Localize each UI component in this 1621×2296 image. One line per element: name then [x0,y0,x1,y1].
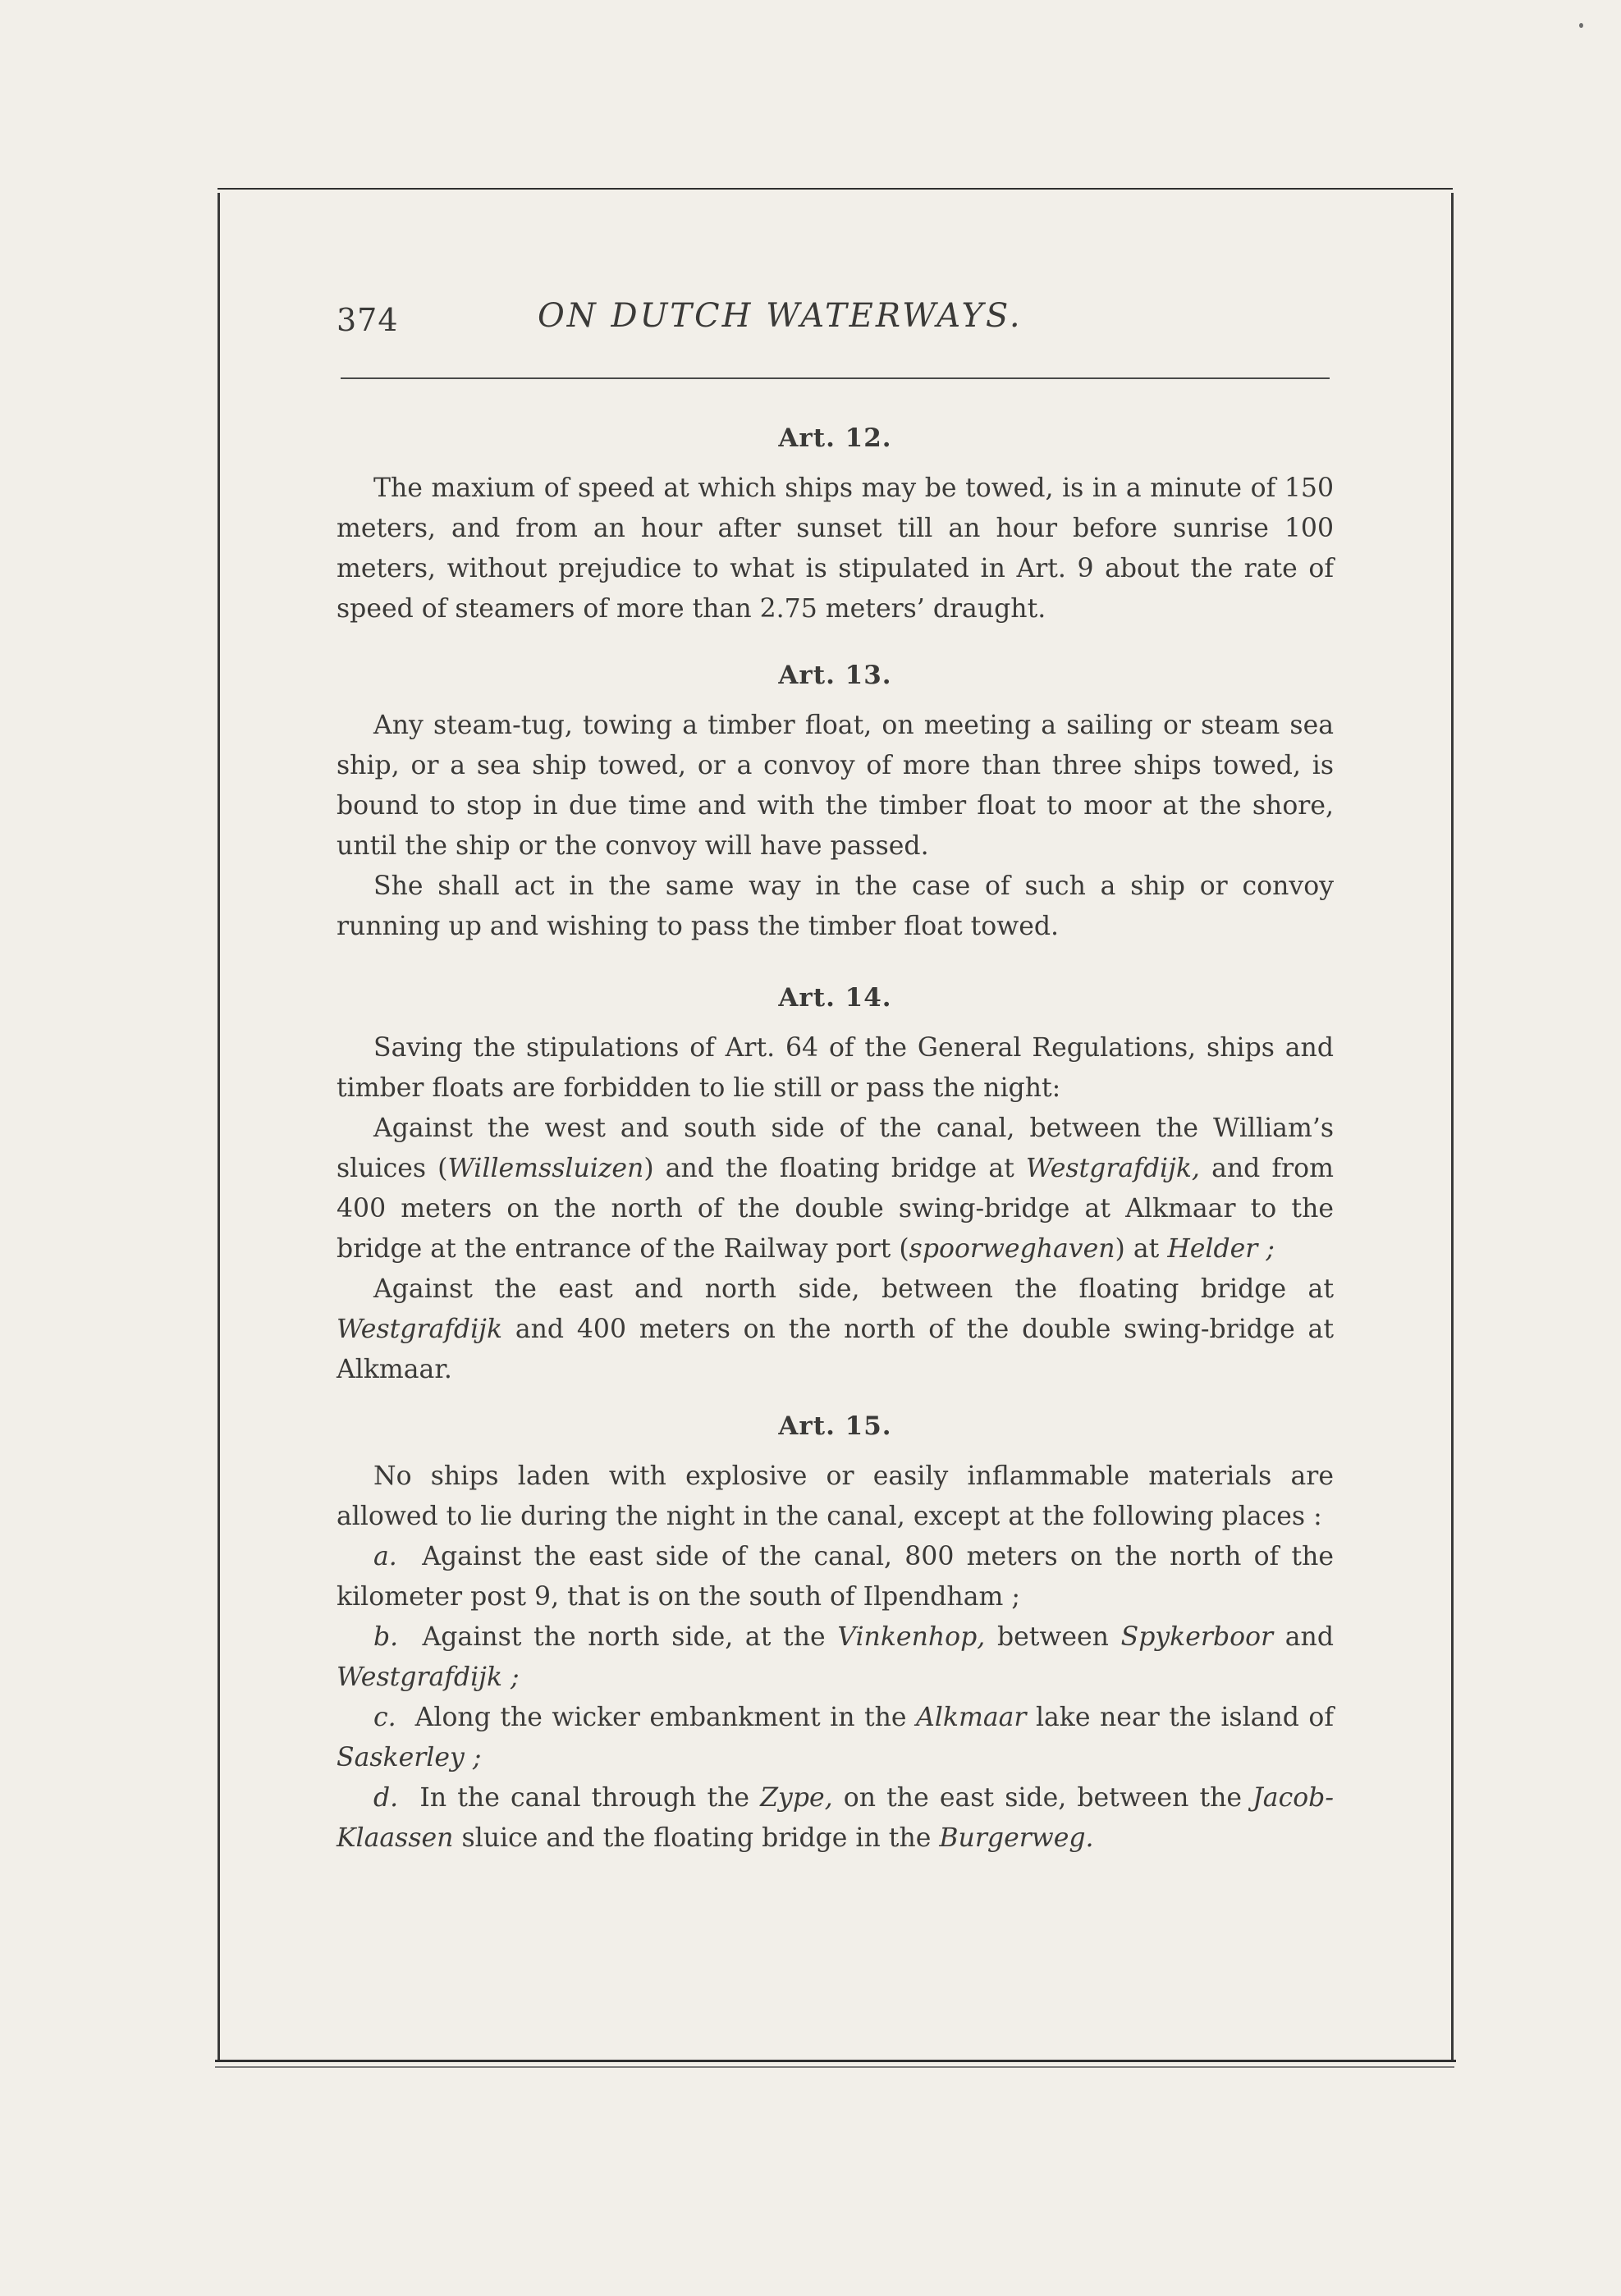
page-body [337,418,1334,1859]
article-12 [337,418,1334,629]
article-paragraph: She shall act in the same way in the case of such a ship or convoy running up and wishing to pass the timber float towed. [337,871,1334,941]
list-item [337,1617,1334,1698]
text-run: Against the north side, at the [422,1622,838,1652]
text-run: lake near the island of [1026,1703,1334,1732]
place-name: Saskerley ; [337,1743,482,1772]
article-14 [337,978,1334,1390]
frame-bottom-rule-secondary [215,2066,1454,2068]
place-name: Helder ; [1167,1234,1275,1264]
list-marker: c. [373,1703,396,1732]
corner-speck [1579,23,1583,28]
frame-top-rule [218,188,1453,190]
text-run: Against the west and south side of the canal, between the William’s sluices ( [337,1114,1334,1183]
place-name: Westgrafdijk ; [337,1663,520,1692]
article-paragraph: The maxium of speed at which ships may be towed, is in a minute of 150 meters, and from an hour after sunset till an hour before sunrise 100 meters, without prejudice to what is stipulated in Art. 9 about the rate of speed of steamers of more than 2.75 meters’ draught. [337,473,1334,624]
text-run: and 400 meters on the north of the double swing-bridge at Alkmaar. [337,1315,1334,1384]
article-paragraph [337,1269,1334,1390]
place-name: Jacob-Klaassen [337,1783,1334,1853]
text-run: between [985,1622,1121,1652]
list-marker: d. [373,1783,399,1813]
list-item [337,1778,1334,1859]
article-13 [337,656,1334,947]
place-name: Zype, [760,1783,833,1813]
place-name: Spykerboor [1120,1622,1274,1652]
header-rule [341,377,1330,379]
article-heading: Art. 14. [778,983,892,1013]
running-header [337,297,1330,346]
text-run: Against the east side of the canal, 800 meters on the north of the kilometer post 9, that is on the south of Ilpendham ; [337,1542,1334,1612]
list-item [337,1537,1334,1617]
article-paragraph [337,1109,1334,1269]
text-run: ) at [1115,1234,1168,1264]
page-number: 374 [337,302,399,338]
place-name: Vinkenhop, [837,1622,986,1652]
place-name: spoorweghaven [909,1234,1115,1264]
list-marker: b. [373,1622,399,1652]
article-15 [337,1406,1334,1859]
place-name: Willemssluizen [447,1154,644,1183]
place-name: Westgrafdijk, [1025,1154,1200,1183]
text-run: ) and the floating bridge at [643,1154,1026,1183]
place-name: Alkmaar [916,1703,1027,1732]
text-run: Against the east and north side, between the floating bridge at [373,1274,1334,1304]
text-run: In the canal through the [419,1783,761,1813]
article-heading: Art. 15. [778,1411,892,1441]
text-run: and from 400 meters on the north of the double swing-bridge at Alkmaar to the bridge at the entrance of the Railway port ( [337,1154,1335,1264]
article-heading: Art. 12. [778,423,892,453]
text-run: on the east side, between the [832,1783,1253,1813]
article-heading: Art. 13. [778,661,892,690]
article-paragraph: No ships laden with explosive or easily inflammable materials are allowed to lie during the night in the canal, except at the following places : [337,1461,1334,1531]
article-paragraph: Saving the stipulations of Art. 64 of the General Regulations, ships and timber floats are forbidden to lie still or pass the night: [337,1033,1334,1103]
place-name: Burgerweg. [939,1823,1094,1853]
running-title: ON DUTCH WATERWAYS. [538,297,1023,335]
text-run: sluice and the floating bridge in the [453,1823,940,1853]
text-run: Along the wicker embankment in the [414,1703,917,1732]
text-run: and [1273,1622,1335,1652]
list-item [337,1698,1334,1778]
list-marker: a. [373,1542,397,1571]
frame-bottom-rule [215,2060,1456,2062]
article-paragraph: Any steam-tug, towing a timber float, on meeting a sailing or steam sea ship, or a sea ship towed, or a convoy of more than three ships towed, is bound to stop in due time and with the timber float to moor at the shore, until the ship or the convoy will have passed. [337,711,1334,861]
place-name: Westgrafdijk [337,1315,503,1344]
